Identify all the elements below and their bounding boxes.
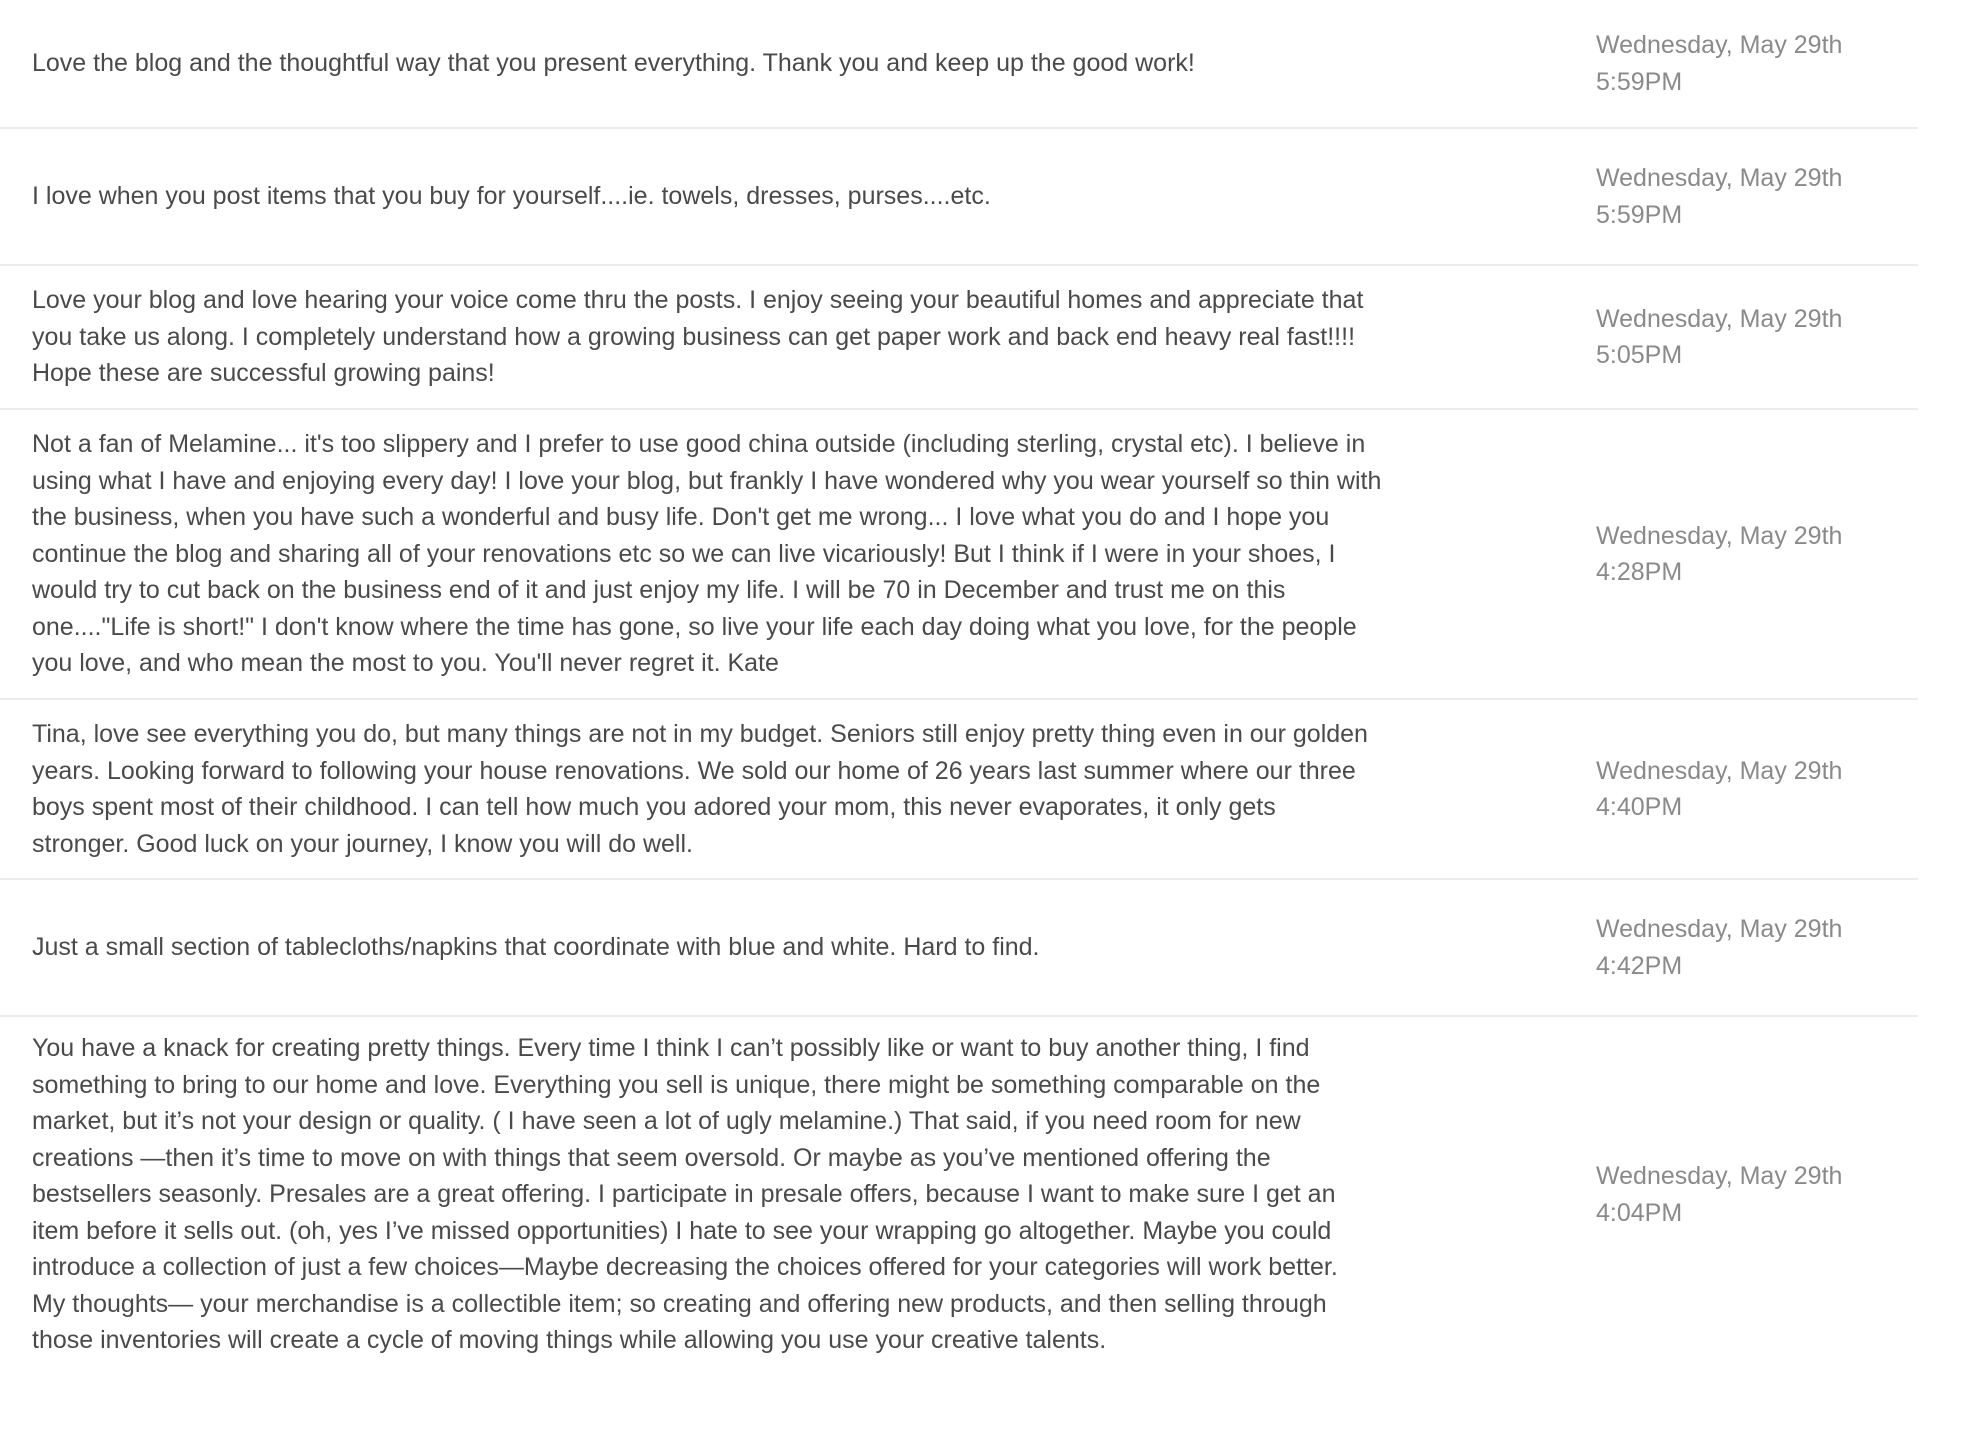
comment-row[interactable] — [0, 266, 1918, 410]
comment-row[interactable] — [0, 410, 1918, 700]
comment-time: 5:59PM — [1596, 200, 1683, 229]
comment-timestamp — [1560, 911, 1918, 984]
comment-text: You have a knack for creating pretty things. Every time I think I can’t possibly like or want to buy another thing, I find something to bring to our home and love. Everything you sell is unique, there might be something comparable on the market, but it’s not your design or quality. ( I have seen a lot of ugly melamine.) That said, if you need room for new creations —then it’s time to move on with things that seem oversold. Or maybe as you’ve mentioned offering the bestsellers seasonly. Presales are a great offering. I participate in presale offers, because I want to make sure I get an item before it sells out. (oh, yes I’ve missed opportunities) I hate to see your wrapping go altogether. Maybe you could introduce a collection of just a few choices—Maybe decreasing the choices offered for your categories will work better. My thoughts— your merchandise is a collectible item; so creating and offering new products, and then selling through those inventories will create a cycle of moving things while allowing you use your creative talents. — [32, 1034, 1338, 1355]
comment-text: Just a small section of tablecloths/napkins that coordinate with blue and white. Hard to find. — [32, 933, 1040, 962]
comment-text: I love when you post items that you buy for yourself....ie. towels, dresses, purses....etc. — [32, 182, 991, 211]
comment-time: 4:40PM — [1596, 793, 1683, 821]
comment-timestamp — [1560, 160, 1918, 233]
comment-date: Wednesday, May 29th — [1596, 31, 1843, 59]
comment-row[interactable] — [0, 0, 1918, 129]
comment-date: Wednesday, May 29th — [1596, 304, 1843, 333]
comment-text: Tina, love see everything you do, but many things are not in my budget. Seniors still enjoy pretty thing even in our golden years. Looking forward to following your house renovations. We sold our home of 26 years last summer where our three boys spent most of their childhood. I can tell how much you adored your mom, this never evaporates, it only gets stronger. Good luck on your journey, I know you will do well. — [32, 720, 1368, 858]
comment-row[interactable] — [0, 1017, 1918, 1372]
comment-text: Love your blog and love hearing your voice come thru the posts. I enjoy seeing your beautiful homes and appreciate that you take us along. I completely understand how a growing business can get paper work and back end heavy real fast!!!! Hope these are successful growing pains! — [32, 286, 1364, 388]
comment-timestamp — [1560, 27, 1918, 100]
comment-text: Love the blog and the thoughtful way that you present everything. Thank you and keep up the good work! — [32, 49, 1195, 78]
comment-date: Wednesday, May 29th — [1596, 521, 1843, 550]
comment-time: 4:04PM — [1596, 1198, 1683, 1227]
comment-row[interactable] — [0, 129, 1918, 266]
comment-date: Wednesday, May 29th — [1596, 756, 1843, 785]
comment-timestamp — [1560, 301, 1918, 374]
comment-timestamp — [1560, 518, 1918, 591]
comment-time: 4:28PM — [1596, 558, 1683, 586]
comment-row[interactable] — [0, 700, 1918, 880]
comment-time: 4:42PM — [1596, 951, 1683, 980]
comment-date: Wednesday, May 29th — [1596, 915, 1843, 943]
comment-time: 5:59PM — [1596, 67, 1683, 96]
comment-date: Wednesday, May 29th — [1596, 164, 1843, 192]
comment-timestamp — [1560, 1158, 1918, 1231]
comment-date: Wednesday, May 29th — [1596, 1162, 1843, 1190]
comment-text: Not a fan of Melamine... it's too slippery and I prefer to use good china outside (including sterling, crystal etc). I believe in using what I have and enjoying every day! I love your blog, but frankly I have wondered why you wear yourself so thin with the business, when you have such a wonderful and busy life. Don't get me wrong... I love what you do and I hope you continue the blog and sharing all of your renovations etc so we can live vicariously! But I think if I were in your shoes, I would try to cut back on the business end of it and just enjoy my life. I will be 70 in December and trust me on this one...."Life is short!" I don't know where the time has gone, so live your life each day doing what you love, for the people you love, and who mean the most to you. You'll never regret it. Kate — [32, 430, 1382, 678]
comment-time: 5:05PM — [1596, 341, 1683, 369]
comment-row[interactable] — [0, 880, 1918, 1017]
comment-timestamp — [1560, 753, 1918, 826]
